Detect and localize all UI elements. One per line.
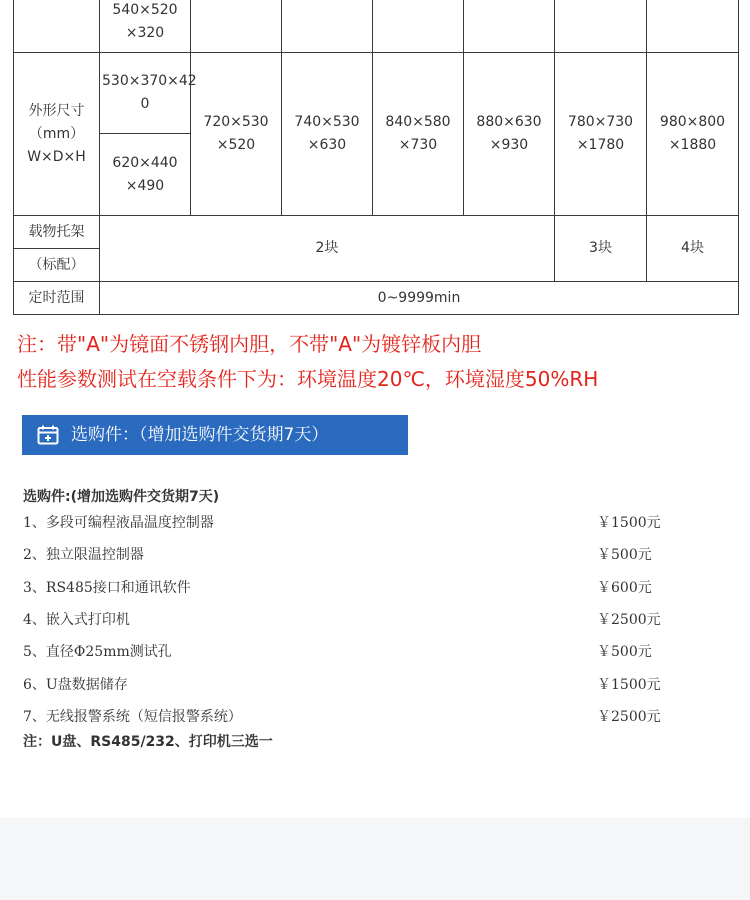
option-name: 7、无线报警系统（短信报警系统） — [23, 709, 242, 725]
option-name: 4、嵌入式打印机 — [23, 612, 130, 628]
timer-value: 0~9999min — [100, 282, 739, 315]
option-name: 2、独立限温控制器 — [23, 547, 144, 563]
dimension-cell: 780×730 ×1780 — [555, 53, 647, 216]
options-banner — [22, 415, 408, 455]
option-price: ￥600元 — [597, 580, 652, 596]
options-heading: 选购件:(增加选购件交货期7天) — [23, 489, 220, 505]
list-item — [23, 609, 723, 631]
dimension-cell: 840×580 ×730 — [373, 53, 464, 216]
option-name: 1、多段可编程液晶温度控制器 — [23, 515, 214, 531]
list-item — [23, 544, 723, 566]
table-row — [14, 0, 739, 53]
dimension-cell: 620×440 ×490 — [100, 134, 191, 216]
table-row — [14, 216, 739, 249]
tray-value: 4块 — [647, 216, 739, 282]
dimension-cell: 880×630 ×930 — [464, 53, 555, 216]
dimension-cell: 740×530 ×630 — [282, 53, 373, 216]
tray-label-sub: （标配） — [14, 249, 100, 282]
dimension-cell: 530×370×42 0 — [100, 53, 191, 134]
dimensions-label: 外形尺寸 （mm） W×D×H — [14, 53, 100, 216]
list-item — [23, 512, 723, 534]
options-footnote: 注：U盘、RS485/232、打印机三选一 — [23, 734, 273, 750]
option-price: ￥2500元 — [597, 612, 661, 628]
list-item — [23, 674, 723, 696]
dimension-cell: 720×530 ×520 — [191, 53, 282, 216]
tray-label: 载物托架 — [14, 216, 100, 249]
list-item — [23, 641, 723, 663]
page-footer-strip — [0, 818, 750, 900]
option-price: ￥500元 — [597, 644, 652, 660]
option-price: ￥2500元 — [597, 709, 661, 725]
option-name: 5、直径Φ25mm测试孔 — [23, 644, 172, 660]
note-test-conditions: 性能参数测试在空载条件下为：环境温度20℃，环境湿度50%RH — [17, 367, 599, 391]
timer-label: 定时范围 — [14, 282, 100, 315]
dimension-cell-top: 540×520 ×320 — [100, 0, 191, 53]
option-price: ￥500元 — [597, 547, 652, 563]
banner-text: 选购件：（增加选购件交货期7天） — [71, 425, 329, 445]
table-row — [14, 53, 739, 134]
option-name: 6、U盘数据储存 — [23, 677, 128, 693]
list-item — [23, 706, 723, 728]
note-liner: 注：带"A"为镜面不锈钢内胆，不带"A"为镀锌板内胆 — [17, 332, 482, 356]
table-row — [14, 282, 739, 315]
option-price: ￥1500元 — [597, 515, 661, 531]
spec-table — [13, 0, 739, 315]
tray-value: 2块 — [100, 216, 555, 282]
calendar-plus-icon — [37, 425, 59, 445]
option-name: 3、RS485接口和通讯软件 — [23, 580, 191, 596]
list-item — [23, 577, 723, 599]
option-price: ￥1500元 — [597, 677, 661, 693]
dimension-cell: 980×800 ×1880 — [647, 53, 739, 216]
tray-value: 3块 — [555, 216, 647, 282]
